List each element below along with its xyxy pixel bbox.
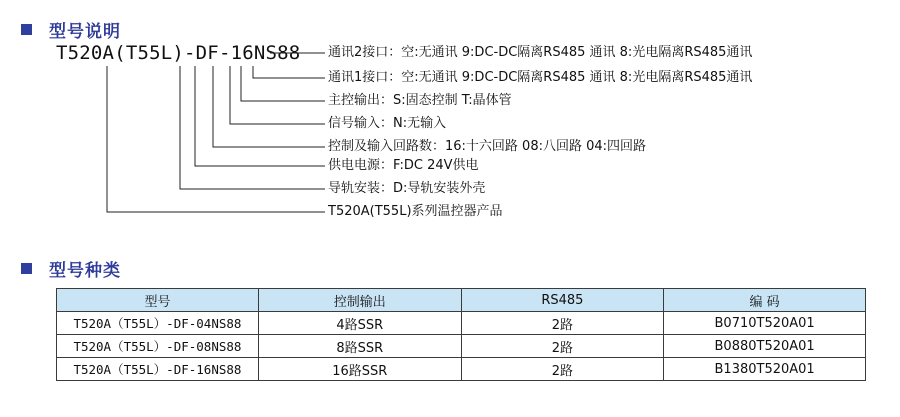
cell-code: B1380T520A01 (664, 358, 866, 381)
desc-rail-mount: 导轨安装：D:导轨安装外壳 (328, 181, 486, 196)
cell-model: T520A（T55L）-DF-04NS88 (57, 312, 259, 335)
cell-model: T520A（T55L）-DF-16NS88 (57, 358, 259, 381)
table-row (57, 358, 866, 381)
table-header-row (57, 289, 866, 312)
model-code: T520A(T55L)-DF-16NS88 (56, 42, 301, 64)
section-title-text: 型号种类 (49, 261, 121, 281)
section-title-text: 型号说明 (49, 22, 121, 42)
column-header-model: 型号 (57, 289, 259, 312)
desc-comm2: 通讯2接口：空:无通讯 9:DC-DC隔离RS485 通讯 8:光电隔离RS485通讯 (328, 45, 753, 60)
column-header-code: 编 码 (664, 289, 866, 312)
cell-rs485: 2路 (461, 358, 664, 381)
desc-comm1: 通讯1接口：空:无通讯 9:DC-DC隔离RS485 通讯 8:光电隔离RS485通讯 (328, 70, 753, 85)
desc-main-output: 主控输出：S:固态控制 T:晶体管 (328, 93, 512, 108)
desc-series: T520A(T55L)系列温控器产品 (328, 204, 503, 219)
cell-rs485: 2路 (461, 312, 664, 335)
cell-control-output: 8路SSR (258, 335, 461, 358)
cell-model: T520A（T55L）-DF-08NS88 (57, 335, 259, 358)
table-row (57, 312, 866, 335)
desc-signal-input: 信号输入：N:无输入 (328, 116, 447, 131)
column-header-control-output: 控制输出 (258, 289, 461, 312)
cell-control-output: 4路SSR (258, 312, 461, 335)
desc-loop-count: 控制及输入回路数：16:十六回路 08:八回路 04:四回路 (328, 139, 647, 154)
cell-code: B0880T520A01 (664, 335, 866, 358)
model-types-table (56, 288, 866, 381)
column-header-rs485: RS485 (461, 289, 664, 312)
table-row (57, 335, 866, 358)
cell-code: B0710T520A01 (664, 312, 866, 335)
desc-power: 供电电源：F:DC 24V供电 (328, 158, 479, 173)
section-title-model-types (20, 256, 121, 281)
square-bullet-icon (21, 263, 32, 274)
cell-control-output: 16路SSR (258, 358, 461, 381)
cell-rs485: 2路 (461, 335, 664, 358)
